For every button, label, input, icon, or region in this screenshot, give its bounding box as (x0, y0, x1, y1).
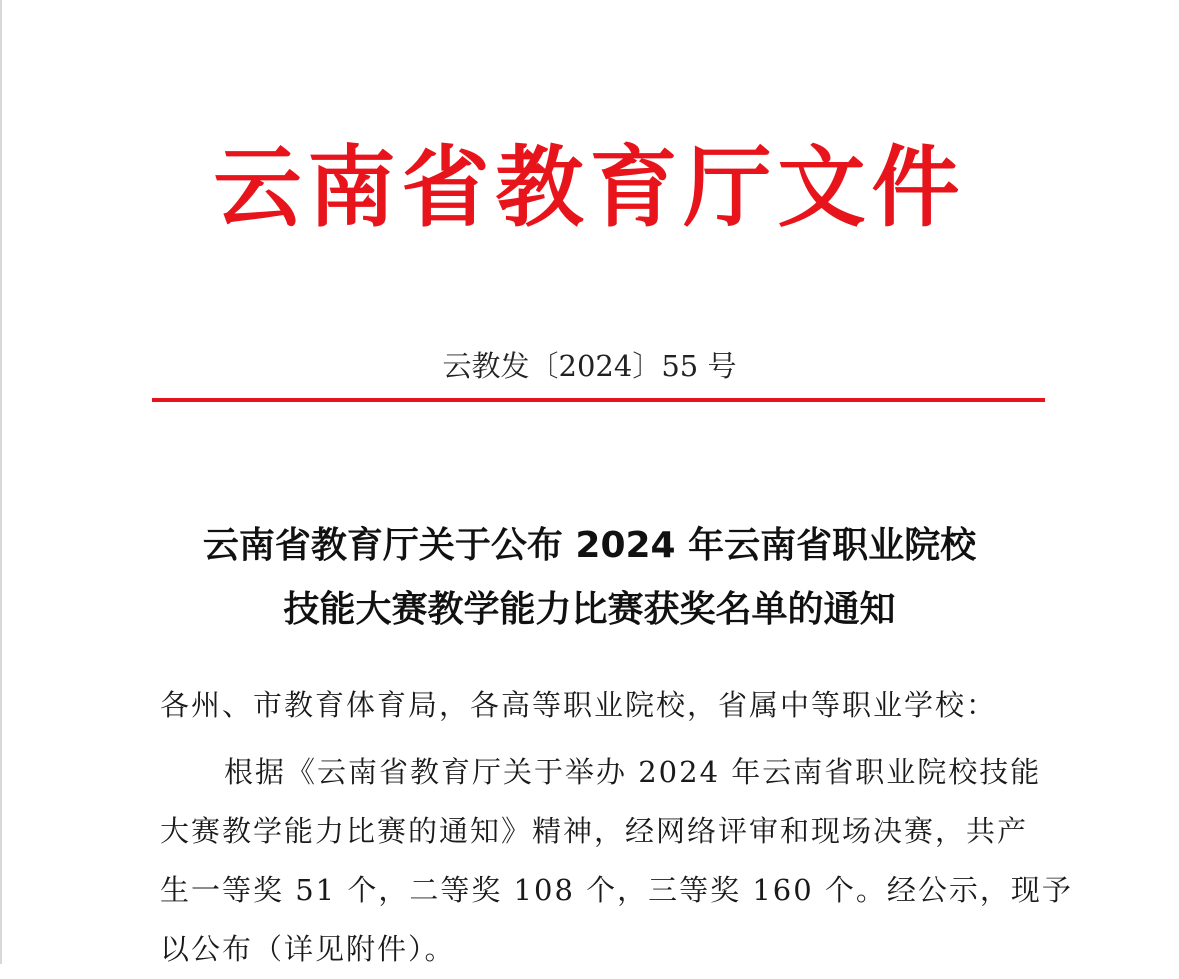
issuer-header: 云南省教育厅文件 (213, 136, 966, 239)
body-line: 大赛教学能力比赛的通知》精神，经网络评审和现场决赛，共产 (160, 814, 1029, 848)
body-line: 根据《云南省教育厅关于举办 2024 年云南省职业院校技能 (224, 755, 1042, 789)
title-line: 技能大赛教学能力比赛获奖名单的通知 (283, 589, 896, 630)
document-number: 云教发〔2024〕55 号 (442, 349, 737, 383)
red-separator-rule (152, 398, 1045, 402)
body-line: 生一等奖 51 个，二等奖 108 个，三等奖 160 个。经公示，现予 (160, 873, 1073, 907)
body-paragraph (160, 743, 1073, 979)
salutation: 各州、市教育体育局，各高等职业院校，省属中等职业学校： (160, 688, 998, 722)
document-title (0, 514, 1179, 642)
body-line: 以公布（详见附件）。 (160, 932, 456, 966)
title-line: 云南省教育厅关于公布 2024 年云南省职业院校 (202, 525, 977, 566)
